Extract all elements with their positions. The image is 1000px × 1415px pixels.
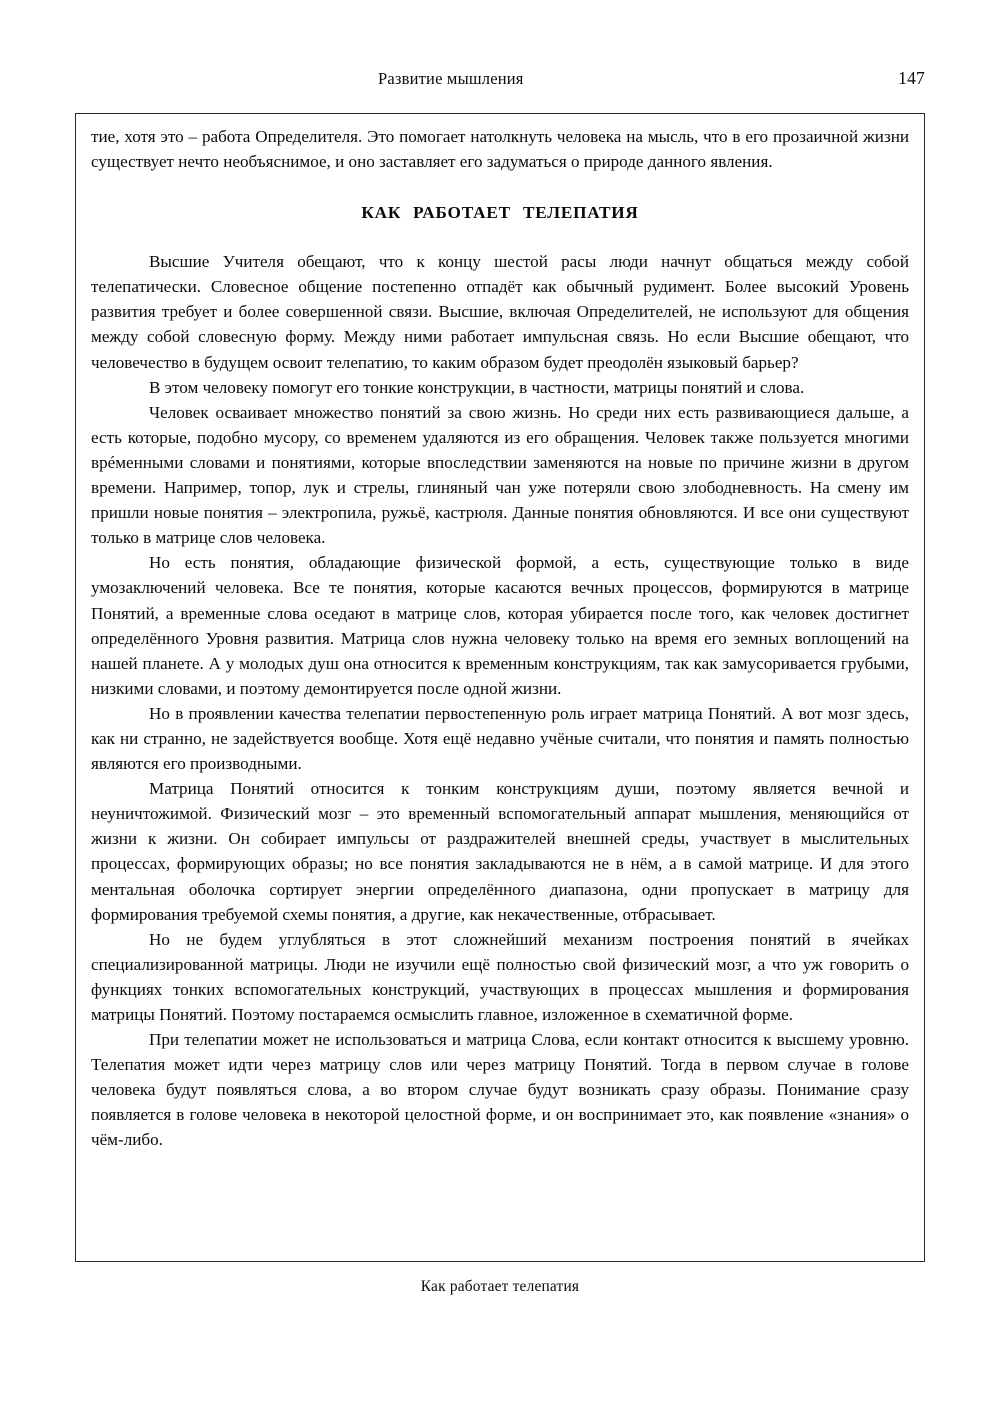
text-body bbox=[91, 124, 909, 1153]
section-heading: КАК РАБОТАЕТ ТЕЛЕПАТИЯ bbox=[361, 203, 639, 223]
body-paragraph: При телепатии может не использоваться и матрица Слова, если контакт относится к высшему уровню. Телепатия может идти через матрицу слов или через матрицу Понятий. Тогда в первом случае в голове человека будут появляться слова, а во втором случае будут возникать сразу образы. Понимание сразу появляется в голове человека в некоторой целостной форме, и он воспринимает это, как появление «знания» о чём-либо. bbox=[91, 1030, 909, 1150]
spacer-after-heading bbox=[91, 225, 909, 249]
page-number: 147 bbox=[898, 68, 925, 88]
footer-caption: Как работает телепатия bbox=[420, 1278, 580, 1295]
body-paragraph: Но в проявлении качества телепатии первостепенную роль играет матрица Понятий. А вот мозг здесь, как ни странно, не задействуется вообще. Хотя ещё недавно учёные считали, что понятия и память полностью являются его производными. bbox=[91, 703, 909, 774]
continued-paragraph: тие, хотя это – работа Определителя. Это помогает натолкнуть человека на мысль, что в его прозаичной жизни существует нечто необъяснимое, и оно заставляет его задуматься о природе данного явления. bbox=[91, 127, 909, 172]
spacer-before-heading bbox=[91, 174, 909, 200]
running-head bbox=[75, 68, 925, 94]
text-frame-border bbox=[75, 113, 925, 1262]
body-paragraph: В этом человеку помогут его тонкие конструкции, в частности, матрицы понятий и слова. bbox=[149, 377, 805, 397]
body-paragraph: Высшие Учителя обещают, что к концу шестой расы люди начнут общаться между собой телепатически. Словесное общение постепенно отпадёт как обычный рудимент. Более высокий Уровень развития требует и более совершенной связи. Высшие, включая Определителей, не используют для общения между собой словесную форму. Между ними работает импульсная связь. Но если Высшие обещают, что человечество в будущем освоит телепатию, то каким образом будет преодолён языковый барьер? bbox=[91, 252, 909, 372]
body-paragraph: Человек осваивает множество понятий за свою жизнь. Но среди них есть развивающиеся дальше, а есть которые, подобно мусору, со временем удаляются из его обращения. Человек также пользуется многими врéменными словами и понятиями, которые впоследствии заменяются на новые по причине жизни в другом времени. Например, топор, лук и стрелы, глиняный чан уже потеряли свою злободневность. На смену им пришли новые понятия – электропила, ружьё, кастрюля. Данные понятия обновляются. И все они существуют только в матрице слов человека. bbox=[91, 402, 909, 548]
body-paragraph: Но не будем углубляться в этот сложнейший механизм построения понятий в ячейках специализированной матрицы. Люди не изучили ещё полностью свой физический мозг, а что уж говорить о функциях тонких вспомогательных конструкций, участвующих в процессах мышления и формирования матрицы Понятий. Поэтому постараемся осмыслить главное, изложенное в схематичной форме. bbox=[91, 929, 909, 1024]
running-head-title: Развитие мышления bbox=[378, 69, 524, 88]
body-paragraph: Но есть понятия, обладающие физической формой, а есть, существующие только в виде умозаключений человека. Все те понятия, которые касаются вечных процессов, формируются в матрице Понятий, а временные слова оседают в матрице слов, которая убирается после того, как человек достигнет определённого Уровня развития. Матрица слов нужна человеку только на время его земных воплощений на нашей планете. А у молодых душ она относится к временным конструкциям, так как замусоривается грубыми, низкими словами, и поэтому демонтируется после одной жизни. bbox=[91, 553, 909, 698]
body-paragraph: Матрица Понятий относится к тонким конструкциям души, поэтому является вечной и неуничтожимой. Физический мозг – это временный вспомогательный аппарат мышления, меняющийся от жизни к жизни. Он собирает импульсы от раздражителей внешней среды, участвует в мыслительных процессах, формирующих образы; но все понятия закладываются не в нём, а в самой матрице. И для этого ментальная оболочка сортирует энергии определённого диапазона, одни пропускает в матрицу для формирования требуемой схемы понятия, а другие, как некачественные, отбрасывает. bbox=[91, 779, 909, 924]
